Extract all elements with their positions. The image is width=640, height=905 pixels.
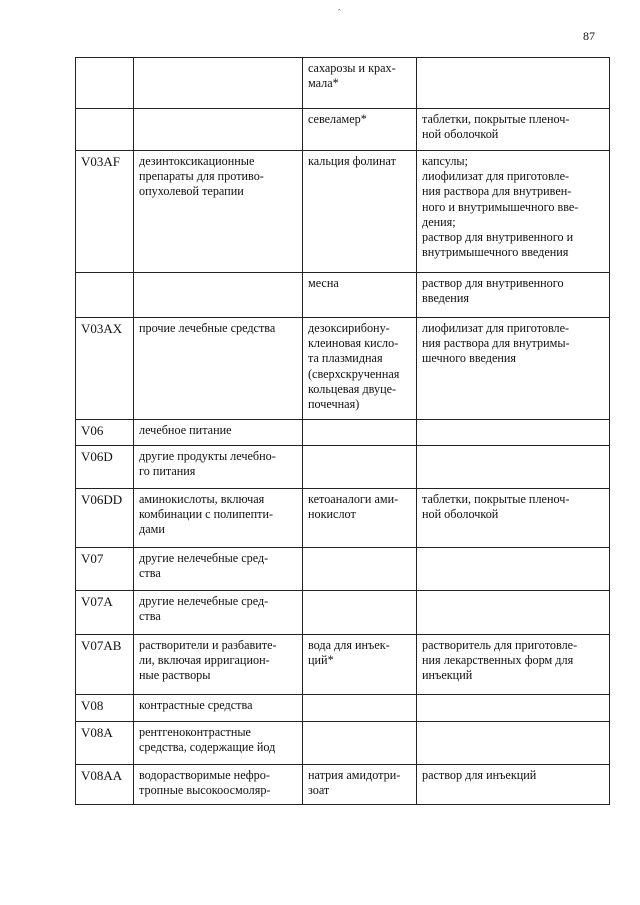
atc-code-cell: V08 bbox=[76, 695, 134, 722]
atc-code-cell: V07A bbox=[76, 591, 134, 635]
group-cell: дезинтоксикационные препараты для противо- опухолевой терапии bbox=[134, 151, 303, 273]
group-cell: растворители и разбавите- ли, включая ирригацион- ные растворы bbox=[134, 635, 303, 695]
table-row bbox=[76, 765, 610, 805]
table-row bbox=[76, 58, 610, 109]
atc-code-cell: V07 bbox=[76, 548, 134, 591]
table-row bbox=[76, 695, 610, 722]
atc-code-cell: V06DD bbox=[76, 489, 134, 548]
atc-code-cell: V08AA bbox=[76, 765, 134, 805]
table-row bbox=[76, 591, 610, 635]
group-cell: лечебное питание bbox=[134, 420, 303, 446]
page-number: 87 bbox=[583, 29, 595, 43]
table-row bbox=[76, 722, 610, 765]
form-cell: лиофилизат для приготовле- ния раствора для внутримы- шечного введения bbox=[417, 318, 610, 420]
table-row bbox=[76, 635, 610, 695]
table-row bbox=[76, 109, 610, 151]
group-cell bbox=[134, 109, 303, 151]
form-cell bbox=[417, 591, 610, 635]
drug-table bbox=[75, 57, 610, 805]
form-cell bbox=[417, 695, 610, 722]
drug-cell bbox=[303, 591, 417, 635]
form-cell: растворитель для приготовле- ния лекарственных форм для инъекций bbox=[417, 635, 610, 695]
atc-code-cell: V07AB bbox=[76, 635, 134, 695]
atc-code-cell: V08A bbox=[76, 722, 134, 765]
group-cell: другие нелечебные сред- ства bbox=[134, 591, 303, 635]
form-cell: раствор для внутривенного введения bbox=[417, 273, 610, 318]
group-cell: аминокислоты, включая комбинации с полипепти- дами bbox=[134, 489, 303, 548]
atc-code-cell: V03AF bbox=[76, 151, 134, 273]
drug-cell: сахарозы и крах- мала* bbox=[303, 58, 417, 109]
table-body bbox=[76, 58, 610, 805]
form-cell bbox=[417, 548, 610, 591]
drug-cell: севеламер* bbox=[303, 109, 417, 151]
atc-code-cell: V06 bbox=[76, 420, 134, 446]
drug-cell bbox=[303, 695, 417, 722]
group-cell: прочие лечебные средства bbox=[134, 318, 303, 420]
drug-cell bbox=[303, 548, 417, 591]
drug-cell bbox=[303, 446, 417, 489]
scan-mark: ˆ bbox=[338, 8, 341, 17]
form-cell bbox=[417, 58, 610, 109]
group-cell: другие продукты лечебно- го питания bbox=[134, 446, 303, 489]
group-cell: рентгеноконтрастные средства, содержащие йод bbox=[134, 722, 303, 765]
table-row bbox=[76, 420, 610, 446]
form-cell: таблетки, покрытые пленоч- ной оболочкой bbox=[417, 109, 610, 151]
atc-code-cell: V03AX bbox=[76, 318, 134, 420]
group-cell: контрастные средства bbox=[134, 695, 303, 722]
group-cell: водорастворимые нефро- тропные высокоосмоляр- bbox=[134, 765, 303, 805]
table-row bbox=[76, 446, 610, 489]
form-cell bbox=[417, 420, 610, 446]
atc-code-cell: V06D bbox=[76, 446, 134, 489]
drug-cell: натрия амидотри- зоат bbox=[303, 765, 417, 805]
drug-cell: кальция фолинат bbox=[303, 151, 417, 273]
table-row bbox=[76, 273, 610, 318]
form-cell: раствор для инъекций bbox=[417, 765, 610, 805]
atc-code-cell bbox=[76, 273, 134, 318]
group-cell bbox=[134, 273, 303, 318]
form-cell: капсулы; лиофилизат для приготовле- ния раствора для внутривен- ного и внутримышечного вве- дения; раствор для внутривенного и внутримышечного введения bbox=[417, 151, 610, 273]
table-row bbox=[76, 151, 610, 273]
table-row bbox=[76, 318, 610, 420]
atc-code-cell bbox=[76, 58, 134, 109]
atc-code-cell bbox=[76, 109, 134, 151]
form-cell: таблетки, покрытые пленоч- ной оболочкой bbox=[417, 489, 610, 548]
drug-cell: дезоксирибону- клеиновая кисло- та плазмидная (сверхскрученная кольцевая двуце- почечная) bbox=[303, 318, 417, 420]
drug-cell bbox=[303, 722, 417, 765]
group-cell bbox=[134, 58, 303, 109]
form-cell bbox=[417, 722, 610, 765]
form-cell bbox=[417, 446, 610, 489]
group-cell: другие нелечебные сред- ства bbox=[134, 548, 303, 591]
table-row bbox=[76, 489, 610, 548]
drug-cell: кетоаналоги ами- нокислот bbox=[303, 489, 417, 548]
drug-cell bbox=[303, 420, 417, 446]
drug-cell: вода для инъек- ций* bbox=[303, 635, 417, 695]
drug-cell: месна bbox=[303, 273, 417, 318]
table-row bbox=[76, 548, 610, 591]
